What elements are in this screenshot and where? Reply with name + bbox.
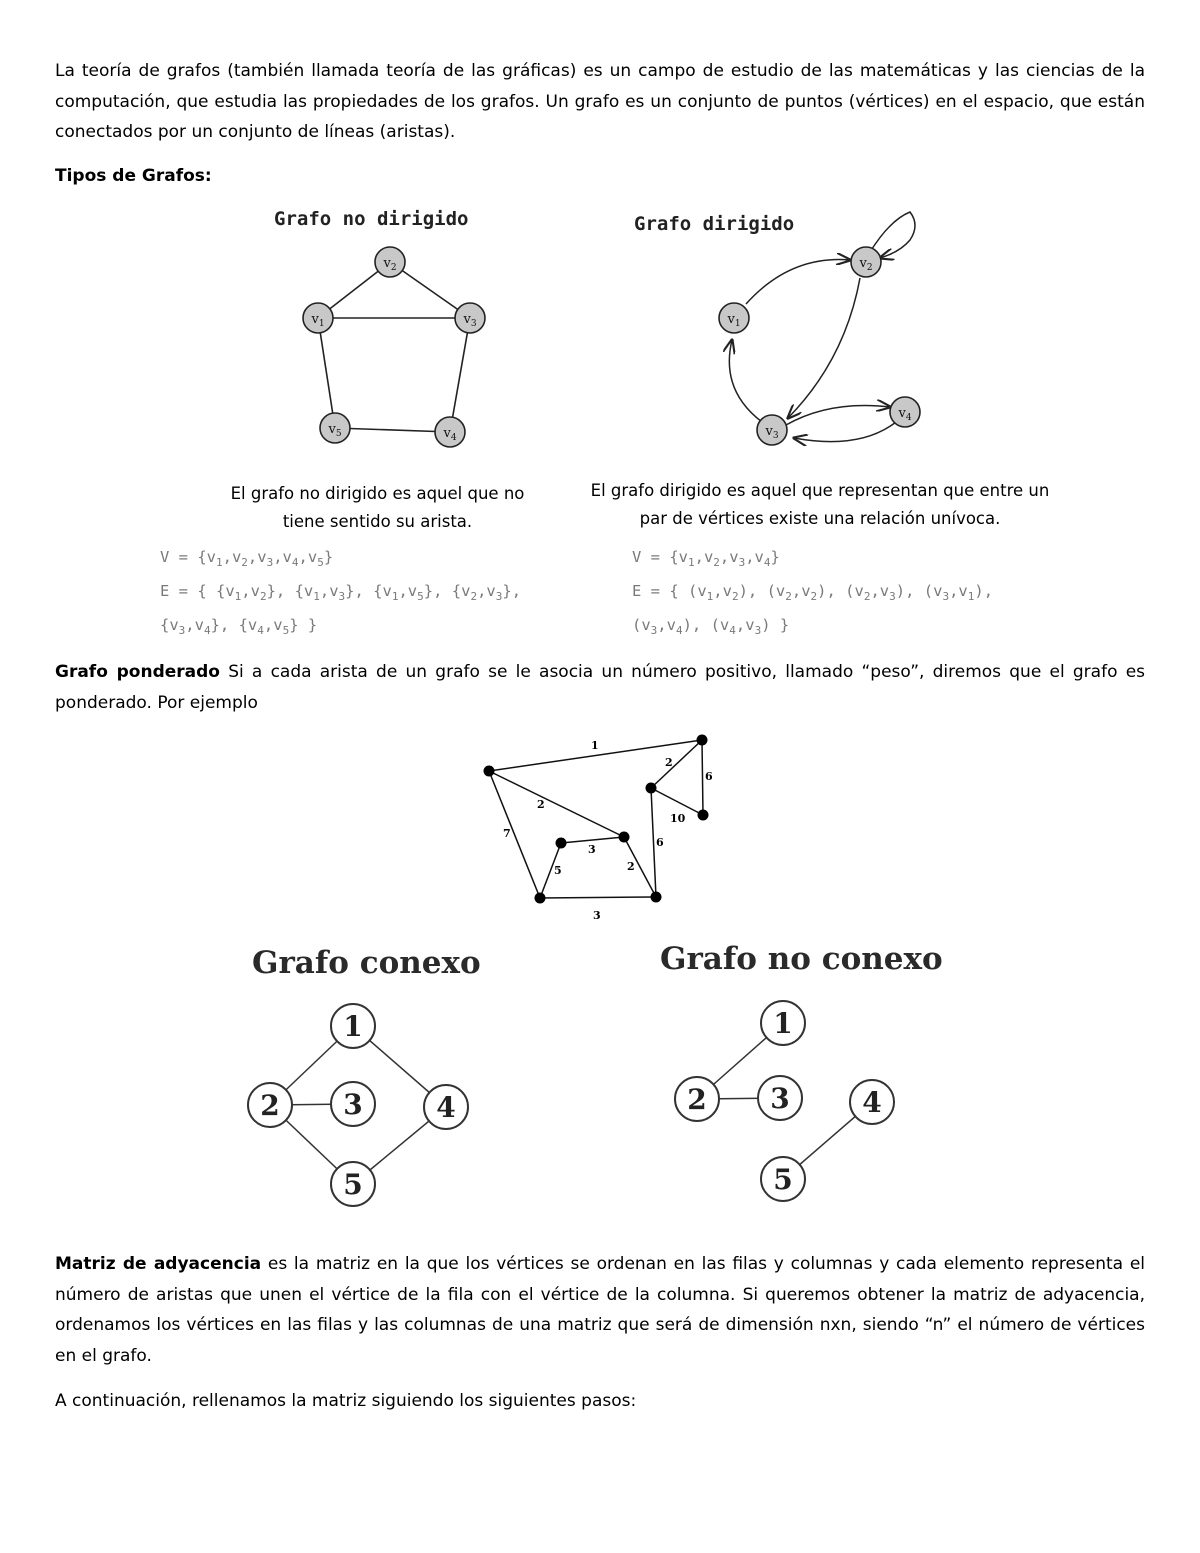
label-v1: $v_1$: [727, 312, 741, 329]
undirected-caption: El grafo no dirigido es aquel que no tiene sentido su arista.: [230, 484, 525, 531]
wnode-c: [646, 783, 657, 794]
weight-6-mid: 6: [656, 836, 664, 849]
label-v2: $v_2$: [383, 256, 397, 273]
directed-graph: [700, 200, 940, 455]
label-v3: $v_3$: [765, 424, 779, 441]
edge-v2-v3: [788, 278, 860, 418]
directed-title: Grafo dirigido: [634, 213, 795, 235]
connected-graph: [245, 995, 480, 1210]
edge-v3-v1: [729, 340, 762, 422]
edge-v3-v4: [786, 405, 890, 425]
wnode-a: [484, 766, 495, 777]
weight-3-mid: 3: [588, 843, 596, 856]
weighted-text: Si a cada arista de un grafo se le asocia un número positivo, llamado “peso”, diremos que el grafo es ponderado. Por ejemplo: [55, 662, 1146, 713]
clabel-5: 5: [343, 1168, 363, 1201]
undirected-title: Grafo no dirigido: [274, 208, 469, 230]
wnode-f: [619, 832, 630, 843]
wnode-h: [651, 892, 662, 903]
weighted-paragraph: [55, 657, 1145, 718]
edge-w2b: [651, 740, 702, 788]
label-v4: $v_4$: [443, 426, 457, 443]
edge-w3b: [540, 897, 656, 898]
weight-7: 7: [503, 827, 511, 840]
adjacency-text: es la matriz en la que los vértices se ordenan en las filas y columnas y cada elemento representa el número de aristas que unen el vértice de la fila con el vértice de la columna. Si queremos obtener la matriz de adyacencia, ordenamos los vértices en las filas y las columnas de una matriz que será de dimensión nxn, siendo “n” el número de vértices en el grafo.: [55, 1254, 1145, 1366]
weight-6-right: 6: [705, 770, 713, 783]
undirected-graph: [290, 240, 500, 455]
directed-edge-set-line1: E = { $(v_1,v_2)$, $(v_2,v_2)$, $(v_2,v_3)$, $(v_3,v_1)$,: [632, 582, 994, 604]
edge-w7: [489, 771, 540, 898]
weight-1: 1: [591, 739, 599, 752]
disconnected-graph: [665, 995, 910, 1210]
weight-5: 5: [554, 864, 562, 877]
edge-v1-v5: [318, 318, 335, 428]
wnode-d: [698, 810, 709, 821]
undirected-edge-set-line2: $\{v_3,v_4\}$, $\{v_4,v_5\}$ }: [160, 616, 318, 638]
label-v5: $v_5$: [328, 422, 342, 439]
edge-v1-v2: [746, 260, 850, 304]
dlabel-1: 1: [773, 1007, 793, 1040]
undirected-vertex-set: $V = \{v_1,v_2,v_3,v_4,v_5\}$: [160, 548, 334, 570]
edge-w6a: [702, 740, 703, 815]
edge-w10: [651, 788, 703, 815]
dlabel-5: 5: [773, 1163, 793, 1196]
weight-2-low: 2: [627, 860, 635, 873]
wnode-e: [556, 838, 567, 849]
directed-vertex-set: $V = \{v_1,v_2,v_3,v_4\}$: [632, 548, 780, 570]
directed-edge-set-line2: $(v_3,v_4)$, $(v_4,v_3)$ }: [632, 616, 790, 638]
intro-paragraph: La teoría de grafos (también llamada teoría de las gráficas) es un campo de estudio de las matemáticas y las ciencias de la computación, que estudia las propiedades de los grafos. Un grafo es un conjunto de puntos (vértices) en el espacio, que están conectados por un conjunto de líneas (aristas).: [55, 61, 1145, 142]
directed-caption: El grafo dirigido es aquel que representan que entre un par de vértices existe una relación unívoca.: [590, 481, 1050, 528]
weight-10: 10: [670, 812, 686, 825]
wnode-g: [535, 893, 546, 904]
clabel-1: 1: [343, 1010, 363, 1043]
weighted-graph: [470, 725, 730, 925]
weight-3-bottom: 3: [593, 909, 601, 922]
dlabel-3: 3: [770, 1082, 790, 1115]
clabel-3: 3: [343, 1088, 363, 1121]
weight-2-top: 2: [665, 756, 673, 769]
dlabel-4: 4: [862, 1086, 882, 1119]
clabel-2: 2: [260, 1089, 280, 1122]
label-v2: $v_2$: [859, 256, 873, 273]
connected-title: Grafo conexo: [252, 945, 481, 981]
disconnected-title: Grafo no conexo: [660, 941, 943, 977]
edge-v4-v5: [335, 428, 450, 432]
dlabel-2: 2: [687, 1083, 707, 1116]
edge-v4-v3: [794, 422, 896, 442]
label-v3: $v_3$: [463, 312, 477, 329]
weight-2-mid: 2: [537, 798, 545, 811]
wnode-b: [697, 735, 708, 746]
weighted-heading: Grafo ponderado: [55, 662, 220, 682]
continuation-line: A continuación, rellenamos la matriz siguiendo los siguientes pasos:: [55, 1391, 637, 1411]
label-v1: $v_1$: [311, 312, 325, 329]
undirected-edge-set-line1: E = { $\{v_1,v_2\}$, $\{v_1,v_3\}$, $\{v_1,v_5\}$, $\{v_2,v_3\}$,: [160, 582, 522, 604]
adjacency-heading: Matriz de adyacencia: [55, 1254, 262, 1274]
clabel-4: 4: [436, 1091, 456, 1124]
edge-v3-v4: [450, 318, 470, 432]
tipos-heading: Tipos de Grafos:: [55, 166, 212, 186]
adjacency-paragraph: [55, 1249, 1145, 1371]
label-v4: $v_4$: [898, 406, 912, 423]
